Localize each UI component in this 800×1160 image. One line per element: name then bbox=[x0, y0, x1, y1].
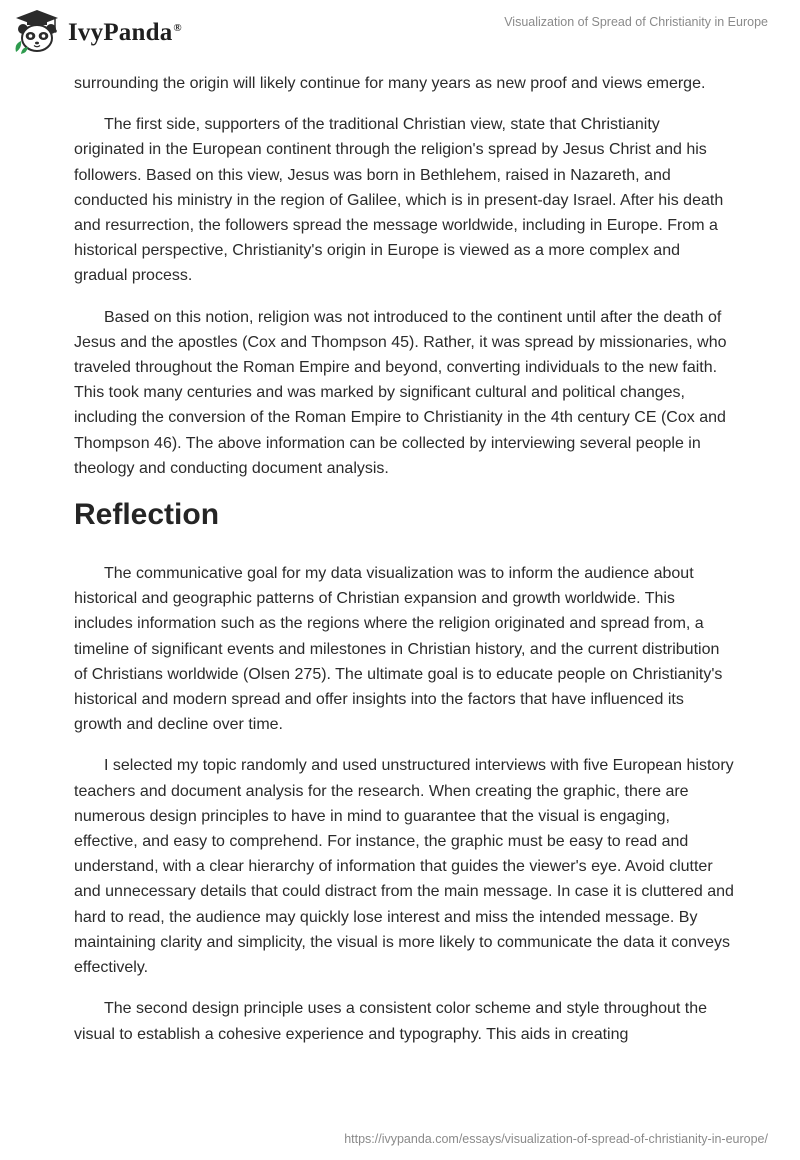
essay-content bbox=[74, 71, 734, 1063]
panda-graduate-icon bbox=[12, 8, 62, 56]
section-heading-reflection: Reflection bbox=[74, 498, 220, 532]
logo-text: IvyPanda® bbox=[68, 19, 182, 46]
footer-source-url[interactable]: https://ivypanda.com/essays/visualization-of-spread-of-christianity-in-europe/ bbox=[344, 1132, 768, 1146]
paragraph: The first side, supporters of the traditional Christian view, state that Christianity originated in the European continent through the religion's spread by Jesus Christ and his followers. Based on this view, Jesus was born in Bethlehem, raised in Nazareth, and conducted his ministry in the region of Galilee, which is in present-day Israel. After his death and resurrection, the followers spread the message worldwide, including in Europe. From a historical perspective, Christianity's origin in Europe is viewed as a more complex and gradual process. bbox=[74, 116, 724, 285]
paragraph: I selected my topic randomly and used unstructured interviews with five European history teachers and document analysis for the research. When creating the graphic, there are numerous design principles to have in mind to guarantee that the visual is engaging, effective, and easy to comprehend. For instance, the graphic must be easy to read and understand, with a clear hierarchy of information that guides the viewer's eye. Avoid clutter and unnecessary details that could distract from the main message. In case it is cluttered and hard to read, the audience may quickly lose interest and miss the intended message. By maintaining clarity and simplicity, the visual is more likely to communicate the data it conveys effectively. bbox=[74, 757, 734, 977]
paragraph: Based on this notion, religion was not introduced to the continent until after the death of Jesus and the apostles (Cox and Thompson 45). Rather, it was spread by missionaries, who traveled throughout the Roman Empire and beyond, converting individuals to the new faith. This took many centuries and was marked by significant cultural and political changes, including the conversion of the Roman Empire to Christianity in the 4th century CE (Cox and Thompson 46). The above information can be collected by interviewing several people in theology and conducting document analysis. bbox=[74, 308, 727, 477]
document-title: Visualization of Spread of Christianity in Europe bbox=[504, 15, 768, 29]
paragraph: surrounding the origin will likely continue for many years as new proof and views emerge. bbox=[74, 75, 706, 92]
paragraph: The communicative goal for my data visualization was to inform the audience about historical and geographic patterns of Christian expansion and growth worldwide. This includes information such as the regions where the religion originated and spread from, a timeline of significant events and milestones in Christian history, and the current distribution of Christians worldwide (Olsen 275). The ultimate goal is to educate people on Christianity's historical and modern spread and offer insights into the factors that have influenced its growth and decline over time. bbox=[74, 565, 723, 734]
ivypanda-logo[interactable] bbox=[12, 8, 182, 56]
paragraph: The second design principle uses a consistent color scheme and style throughout the visual to establish a cohesive experience and typography. This aids in creating bbox=[74, 1000, 708, 1043]
page-header bbox=[0, 0, 800, 70]
